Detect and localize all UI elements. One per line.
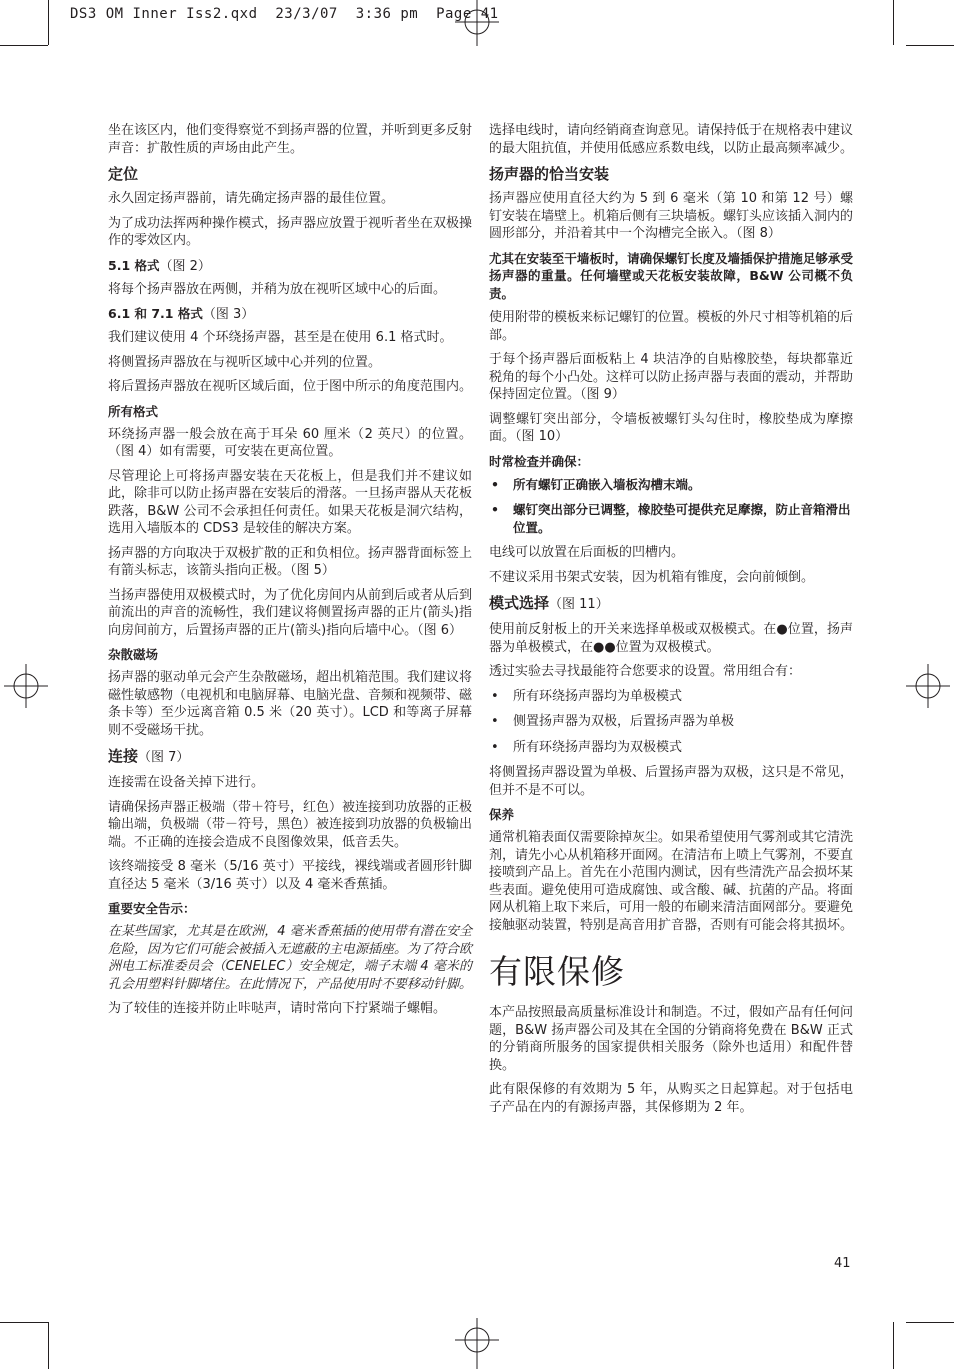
mode-paragraph-3: 将侧置扬声器设置为单极、后置扬声器为双极，这只是不常见，但并不是不可以。 xyxy=(489,765,854,798)
mounting-paragraph-1: 扬声器应使用直径大约为 5 到 6 毫米（第 10 和第 12 号）螺钉安装在墙壁上。机箱后侧有三块墙板。螺钉头应该插入洞内的圆形部分，并沿着其中一个沟槽完全嵌入。（图 8） xyxy=(489,191,854,241)
heading-stray-fields: 杂散磁场 xyxy=(108,647,159,662)
crop-mark xyxy=(906,45,954,46)
mounting-paragraph-3: 于每个扬声器后面板粘上 4 块洁净的自贴橡胶垫，每块都靠近税角的每个小凸处。这样可以防止扬声器与表面的震动，并帮助保持固定位置。（图 9） xyxy=(489,352,854,402)
all-formats-paragraph-3: 扬声器的方向取决于双极扩散的正和负相位。扬声器背面标签上有箭头标志，该箭头指向正极。（图 5） xyxy=(108,545,473,578)
all-formats-paragraph-2: 尽管理论上可将扬声器安装在天花板上，但是我们并不建议如此，除非可以防止扬声器在安装后的滑落。一旦扬声器从天花板跌落，B&W 公司不会承担任何责任。如果天花板是洞穴结构，选用入墙版本的 CDS3 是较佳的解决方案。 xyxy=(108,468,473,536)
registration-mark-top xyxy=(455,0,499,46)
crop-mark xyxy=(906,1322,954,1323)
cable-paragraph: 选择电线时，请向经销商查询意见。请保持低于在规格表中建议的最大阻抗值，并使用低感应系数电线，以防止最高频率减少。 xyxy=(489,123,854,156)
heading-61-label: 6.1 和 7.1 格式 xyxy=(108,306,203,321)
figure-ref: （图 2） xyxy=(159,258,211,274)
safety-paragraph: 在某些国家，尤其是在欧洲，4 毫米香蕉插的使用带有潜在安全危险，因为它们可能会被插入无遮蔽的主电源插座。为了符合欧洲电工标准委员会（CENELEC）安全规定，端子末端 4 毫米的孔会用塑料针脚堵住。在此情况下，产品使用时不要移动针脚。 xyxy=(108,924,473,992)
mode-paragraph-1: 使用前反射板上的开关来选择单极或双极模式。在●位置，扬声器为单极模式，在●●位置为双极模式。 xyxy=(489,622,853,655)
mode-paragraph-2: 透过实验去寻找最能符合您要求的设置。常用组合有： xyxy=(489,664,802,679)
heading-safety-notice: 重要安全告示： xyxy=(108,901,196,916)
positioning-paragraph-2: 为了成功法挥两种操作模式，扬声器应放置于视听者坐在双极操作的零效区内。 xyxy=(108,215,473,248)
heading-mode-selection xyxy=(489,593,853,615)
positioning-paragraph-1: 永久固定扬声器前，请先确定扬声器的最佳位置。 xyxy=(108,191,395,206)
figure-ref: （图 7） xyxy=(138,750,190,765)
warranty-paragraph-2: 此有限保修的有效期为 5 年，从购买之日起算起。对于包括电子产品在内的有源扬声器，其保修期为 2 年。 xyxy=(489,1082,853,1115)
heading-61-71-format xyxy=(108,305,472,323)
heading-positioning: 定位 xyxy=(108,165,139,183)
left-column xyxy=(108,122,472,1025)
list-item: • 螺钉突出部分已调整，橡胶垫可提供充足摩擦，防止音箱滑出位置。 xyxy=(489,501,853,536)
crop-mark xyxy=(48,0,49,45)
figure-ref: （图 3） xyxy=(202,307,255,322)
heading-51-format xyxy=(108,257,472,275)
page-number: 41 xyxy=(834,1256,851,1271)
figure-ref: （图 11） xyxy=(549,597,609,612)
list-item: • 所有环绕扬声器均为双极模式 xyxy=(489,739,853,757)
format-51-paragraph: 将每个扬声器放在两侧，并稍为放在视听区域中心的后面。 xyxy=(108,281,447,297)
list-item: • 所有环绕扬声器均为单极模式 xyxy=(489,688,853,706)
heading-connection-label: 连接 xyxy=(108,747,139,765)
heading-connection xyxy=(108,746,472,768)
stray-fields-paragraph: 扬声器的驱动单元会产生杂散磁场，超出机箱范围。我们建议将磁性敏感物（电视机和电脑屏幕、电脑光盘、音频和视频带、磁条卡等）至少远离音箱 0.5 米（20 英寸）。LCD 和等离子屏幕则不受磁场干扰。 xyxy=(108,670,473,738)
crop-mark xyxy=(893,1322,894,1369)
mounting-paragraph-5: 电线可以放置在后面板的凹槽内。 xyxy=(489,545,685,560)
care-paragraph: 通常机箱表面仅需要除掉灰尘。如果希望使用气雾剂或其它清洗剂，请先小心从机箱移开面网。在清洁布上喷上气雾剂，不要直接喷到产品上。首先在小范围内测试，因有些清洗产品会损坏某些表面。避免使用可造成腐蚀、或含酸、碱、抗菌的产品。将面网从机箱上取下来后，可用一般的布刷来清洁面网部分。要避免接触驱动装置，特别是高音用扩音器，否则有可能会将其损坏。 xyxy=(489,830,854,933)
heading-check: 时常检查并确保： xyxy=(489,453,590,469)
crop-mark xyxy=(0,1322,48,1323)
all-formats-paragraph-1: 环绕扬声器一般会放在高于耳朵 60 厘米（2 英尺）的位置。（图 4）如有需要，可安装在更高位置。 xyxy=(108,426,472,459)
all-formats-paragraph-4: 当扬声器使用双极模式时，为了优化房间内从前到后或者从后到前流出的声音的流畅性，我们建议将侧置扬声器的正片(箭头)指向房间前方，后置扬声器的正片(箭头)指向后墙中心。（图 6） xyxy=(108,587,473,638)
registration-mark-bottom xyxy=(455,1318,499,1369)
mounting-paragraph-6: 不建议采用书架式安装，因为机箱有锥度，会向前倾倒。 xyxy=(489,569,815,585)
list-item: • 所有螺钉正确嵌入墙板沟槽末端。 xyxy=(489,476,853,494)
format-61-paragraph-2: 将侧置扬声器放在与视听区域中心并列的位置。 xyxy=(108,354,382,370)
heading-mounting: 扬声器的恰当安装 xyxy=(489,165,610,183)
connection-paragraph-4: 为了较佳的连接并防止咔哒声，请时常向下拧紧端子螺帽。 xyxy=(108,1001,447,1016)
heading-51-label: 5.1 格式 xyxy=(108,257,160,273)
format-61-paragraph-3: 将后置扬声器放在视听区域后面，位于图中所示的角度范围内。 xyxy=(108,379,473,394)
mounting-paragraph-2: 使用附带的模板来标记螺钉的位置。模板的外尺寸相等机箱的后部。 xyxy=(489,310,854,343)
crop-mark xyxy=(48,1322,49,1369)
mounting-paragraph-4: 调整螺钉突出部分，令墙板被螺钉头勾住时，橡胶垫成为摩擦面。（图 10） xyxy=(489,411,853,444)
heading-care: 保养 xyxy=(489,807,515,822)
warranty-paragraph-1: 本产品按照最高质量标准设计和制造。不过，假如产品有任何问题，B&W 扬声器公司及其在全国的分销商将免费在 B&W 正式的分销商所服务的国家提供相关服务（除外也适用）和配件替换。 xyxy=(489,1005,854,1073)
print-slug: DS3 OM Inner Iss2.qxd 23/3/07 3:36 pm Page 41 xyxy=(70,6,499,22)
mode-list xyxy=(489,688,853,757)
list-item: • 侧置扬声器为双极，后置扬声器为单极 xyxy=(489,713,853,731)
registration-mark-left xyxy=(4,664,48,708)
mounting-warning: 尤其在安装至干墙板时，请确保螺钉长度及墙插保护措施足够承受扬声器的重量。任何墙壁或天花板安装故障，B&W 公司概不负责。 xyxy=(489,250,853,301)
heading-limited-warranty: 有限保修 xyxy=(489,952,625,991)
intro-paragraph: 坐在该区内，他们变得察觉不到扬声器的位置，并听到更多反射声音：扩散性质的声场由此产生。 xyxy=(108,123,473,156)
crop-mark xyxy=(893,0,894,45)
crop-mark xyxy=(0,45,48,46)
connection-paragraph-1: 连接需在设备关掉下进行。 xyxy=(108,775,265,790)
connection-paragraph-2: 请确保扬声器正极端（带＋符号，红色）被连接到功放器的正极输出端，负极端（带－符号，黑色）被连接到功放器的负极输出端。不正确的连接会造成不良图像效果，低音丢失。 xyxy=(108,799,473,850)
check-list xyxy=(489,476,853,537)
right-column xyxy=(489,122,853,1123)
format-61-paragraph-1: 我们建议使用 4 个环绕扬声器，甚至是在使用 6.1 格式时。 xyxy=(108,330,453,345)
registration-mark-right xyxy=(906,664,950,708)
heading-mode-label: 模式选择 xyxy=(489,594,550,612)
heading-all-formats: 所有格式 xyxy=(108,403,159,419)
connection-paragraph-3: 该终端接受 8 毫米（5/16 英寸）平接线，裸线端或者圆形针脚直径达 5 毫米（3/16 英寸）以及 4 毫米香蕉插。 xyxy=(108,859,472,892)
